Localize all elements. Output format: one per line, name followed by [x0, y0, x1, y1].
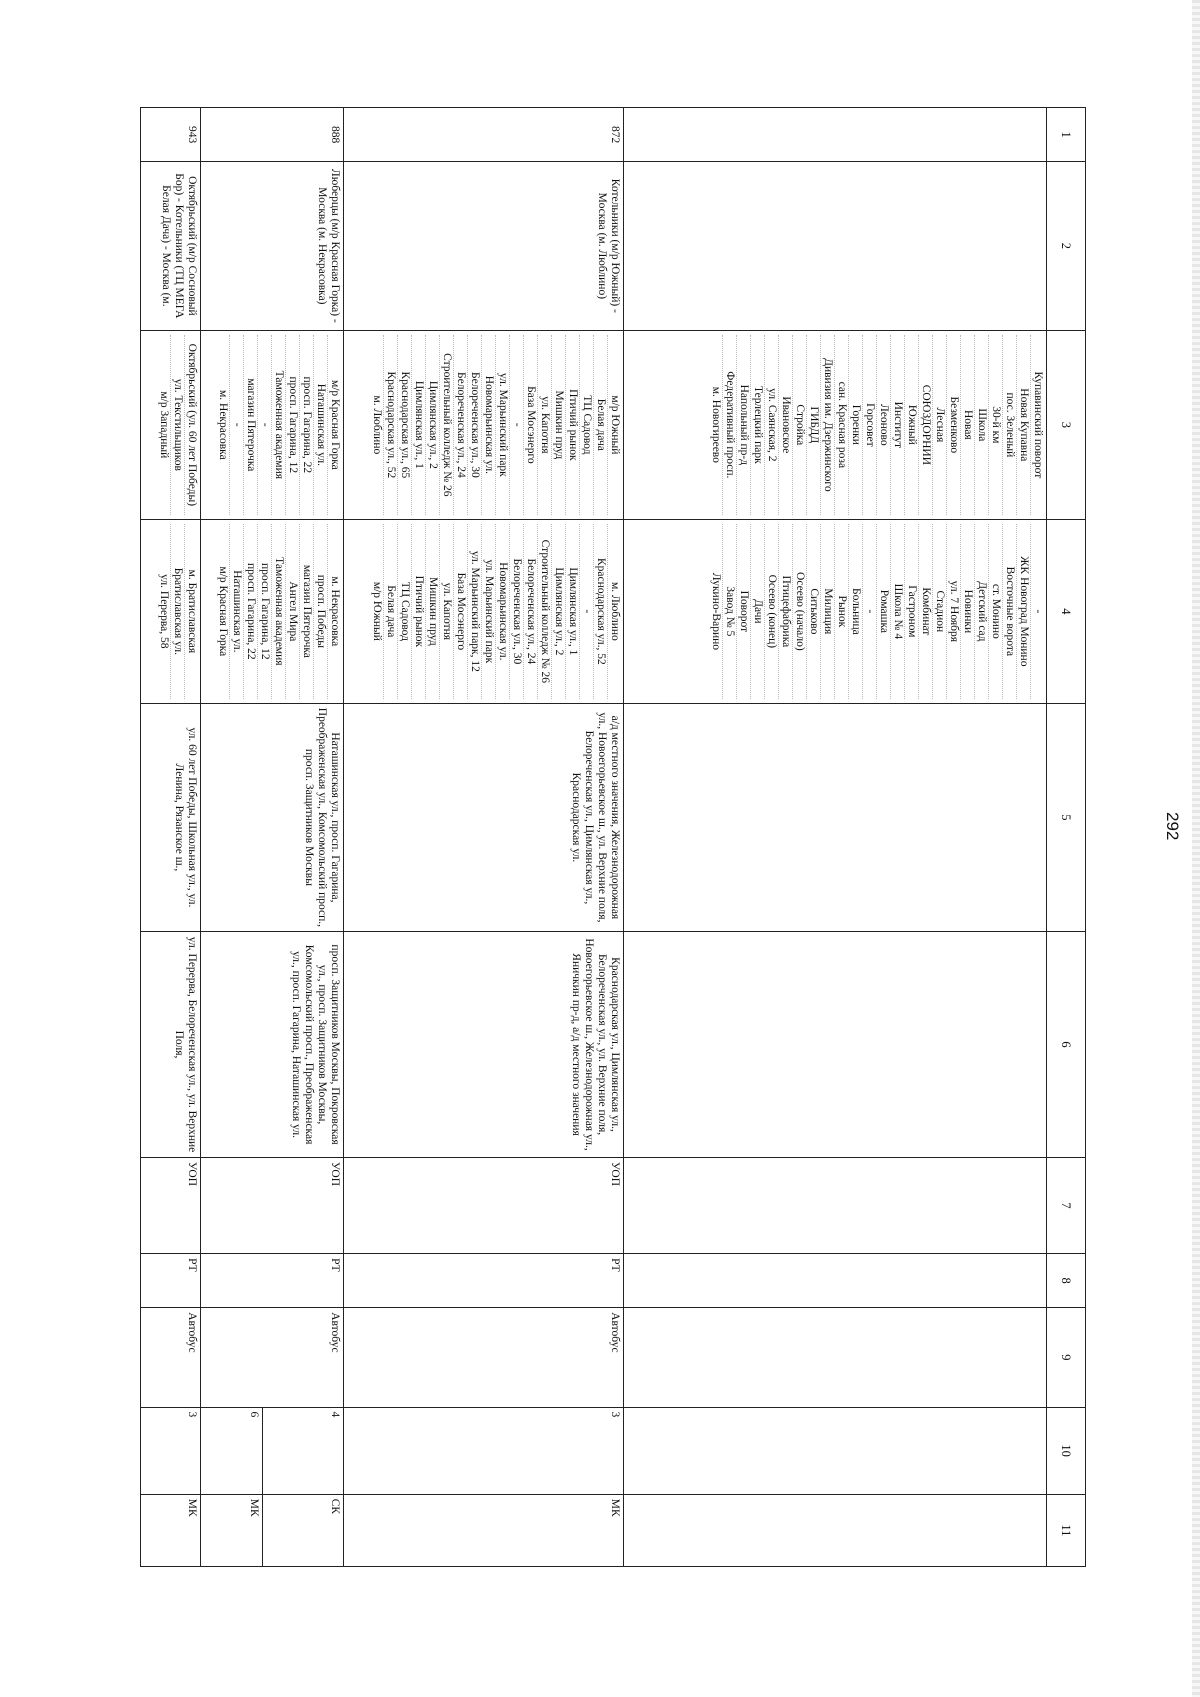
stop-name: Строительный колледж № 26 [439, 335, 453, 516]
stop-name: ул. Капотня [537, 335, 551, 516]
stop-name: Леоново [876, 335, 890, 516]
vehicle-count: 3 [344, 1407, 624, 1494]
stop-name: Восточные ворота [1002, 524, 1016, 699]
vehicle-class: МК [344, 1494, 624, 1566]
stop-name: Федеративный просп. [722, 335, 736, 516]
stop-name: Лукино-Варино [710, 572, 722, 651]
vehicle-class: МК [141, 1494, 201, 1566]
streets-forward: ул. 60 лет Победы, Школьная ул., ул. Ленина, Рязанское ш., [141, 703, 201, 932]
stop-name: Ивановское [778, 335, 792, 516]
stop-name: Завод № 5 [722, 524, 736, 699]
stop-name: Новомарьинская ул. [481, 335, 495, 516]
stop-name: м/р Южный [607, 335, 621, 516]
stop-name: Стадион [932, 524, 946, 699]
route-name: Котельники (м/р Южный) - Москва (м. Люблино) [344, 162, 624, 330]
stops-forward [344, 330, 624, 520]
stop-name: просп. Гагарина, 22 [299, 335, 313, 516]
stop-name: Таможенная академия [271, 335, 285, 516]
streets-forward: Наташинская ул., просп. Гагарина, Преображенская ул., Комсомольский просп., просп. Защитников Москвы [201, 703, 344, 932]
col-header: 7 [1047, 1157, 1086, 1253]
col-header: 10 [1047, 1407, 1086, 1494]
stop-name: м. Люблино [371, 395, 383, 455]
stop-name: Птичий рынок [411, 524, 425, 699]
stop-name: магазин Пятерочка [243, 335, 257, 516]
stop-name: Наташинская ул. [313, 335, 327, 516]
stop-name: Дивизия им. Дзержинского [820, 335, 834, 516]
tariff: РТ [141, 1254, 201, 1308]
col-header: 6 [1047, 932, 1086, 1158]
vehicle-count-cell [201, 1407, 344, 1494]
streets-back: Краснодарская ул., Цимлянская ул., Белореченская ул., ул. Верхние поля, Новоегорьевское ш., Железнодорожная ул., Яничкин пр-д, а/д местного значения [344, 932, 624, 1158]
stop-name: ТЦ Садовод [579, 335, 593, 516]
streets-forward: а/д местного значения, Железнодорожная ул., Новоегорьевское ш., ул. Верхние поля, Белореченская ул., Цимлянская ул., Краснодарская ул. [344, 703, 624, 932]
stop-name: м. Братиславская [184, 524, 198, 699]
stop-name: Белая дача [593, 335, 607, 516]
stop-name: ЖК Новоград Монино [1016, 524, 1030, 699]
stop-name: Купавинский поворот [1030, 335, 1044, 516]
stop-name: Новая [960, 335, 974, 516]
stop-name: ст. Монино [988, 524, 1002, 699]
col-header: 11 [1047, 1494, 1086, 1566]
stop-name: Школа [974, 335, 988, 516]
stop-name: Южный [904, 335, 918, 516]
stop-name: Белореченская ул., 24 [453, 335, 467, 516]
stop-name: Цимлянская ул., 1 [565, 524, 579, 699]
table-row [344, 108, 624, 1567]
stop-name: м/р Красная Горка [327, 335, 341, 516]
stop-name: Мишкин пруд [425, 524, 439, 699]
vehicle-count: 4 [329, 1411, 341, 1418]
stop-name: ТЦ Садовод [397, 524, 411, 699]
stop-name: - [579, 524, 593, 699]
stop-name: СОЮЗДОРНИИ [918, 335, 932, 516]
stop-name: Мишкин пруд [551, 335, 565, 516]
stop-name: База Мосэнерго [453, 524, 467, 699]
stop-name: Дачи [750, 524, 764, 699]
stop-name: Цимлянская ул., 1 [411, 335, 425, 516]
stops-back [624, 520, 1047, 704]
stop-name: пос. Зеленый [1002, 335, 1016, 516]
stop-name: 30-й км [988, 335, 1002, 516]
stop-name: Строительный колледж № 26 [537, 524, 551, 699]
stop-name: Новомарьинская ул. [495, 524, 509, 699]
col-header: 2 [1047, 162, 1086, 330]
stops-back [141, 520, 201, 704]
routes-table [140, 107, 1086, 1567]
stop-name: Институт [890, 335, 904, 516]
stop-name: Осеево (конец) [764, 524, 778, 699]
stop-name: Краснодарская ул., 52 [593, 524, 607, 699]
stop-name: Цимлянская ул., 2 [425, 335, 439, 516]
col-header: 9 [1047, 1308, 1086, 1407]
stop-name: База Мосэнерго [523, 335, 537, 516]
stop-name: ул. Марьинский парк [481, 524, 495, 699]
stop-name: Наташинская ул. [229, 524, 243, 699]
vehicle-count: 6 [205, 1408, 263, 1494]
stop-name: Таможенная академия [271, 524, 285, 699]
vehicle-type: Автобус [344, 1308, 624, 1407]
stop-name: Ромашка [876, 524, 890, 699]
stop-name: Братиславская ул. [170, 524, 184, 699]
page-number: 292 [1163, 812, 1182, 841]
stop-name: - [509, 335, 523, 516]
stop-name: Комбинат [918, 524, 932, 699]
route-number: 888 [201, 108, 344, 162]
stop-name: просп. Победы [313, 524, 327, 699]
stops-forward [201, 330, 344, 520]
stops-back [201, 520, 344, 704]
stop-name: Школа № 4 [890, 524, 904, 699]
table-row [201, 108, 344, 1567]
stops-forward [141, 330, 201, 520]
stop-name: ГИБДД [806, 335, 820, 516]
vehicle-type: Автобус [201, 1308, 344, 1407]
stop-name: м. Люблино [607, 524, 621, 699]
stop-name: ул. Текстильщиков [170, 335, 184, 516]
order-type: УОП [141, 1157, 201, 1253]
stop-name: ул. Марьинский парк [495, 335, 509, 516]
scan-edge [1192, 0, 1200, 1697]
stops-forward [624, 330, 1047, 520]
stop-name: Белореченская ул., 30 [509, 524, 523, 699]
stop-name: сан. Красная роза [834, 335, 848, 516]
col-header: 8 [1047, 1254, 1086, 1308]
tariff: РТ [201, 1254, 344, 1308]
stop-name: ул. 7 Ноября [946, 524, 960, 699]
vehicle-class-cell [201, 1494, 344, 1566]
stop-name: Терлецкий парк [750, 335, 764, 516]
stop-name: Детский сад [974, 524, 988, 699]
stop-name: Краснодарская ул., 52 [383, 335, 397, 516]
streets-back: просп. Защитников Москвы, Покровская ул., просп. Защитников Москвы, Комсомольский просп., Преображенская ул., просп. Гагарина, Наташинская ул. [201, 932, 344, 1158]
order-type: УОП [201, 1157, 344, 1253]
stop-name: м/р Западный [158, 391, 170, 459]
stop-name: Ситьково [806, 524, 820, 699]
tariff: РТ [344, 1254, 624, 1308]
stop-name: Белая дача [383, 524, 397, 699]
stop-name: Поворот [736, 524, 750, 699]
stop-name: Ангел Мира [285, 524, 299, 699]
stop-name: Рынок [834, 524, 848, 699]
stop-name: просп. Гагарина, 22 [243, 524, 257, 699]
vehicle-class: МК [205, 1495, 263, 1566]
stop-name: Лесная [932, 335, 946, 516]
stop-name: м. Некрасовка [327, 524, 341, 699]
stop-name: Октябрьский (ул. 60 лет Победы) [184, 335, 198, 516]
col-header: 4 [1047, 520, 1086, 704]
stop-name: Новая Купавна [1016, 335, 1030, 516]
stop-name: Больница [848, 524, 862, 699]
stop-name: Цимлянская ул., 2 [551, 524, 565, 699]
route-name: Октябрьский (м/р Сосновый Бор) - Котельники (ТЦ МЕГА Белая Дача) - Москва (м. [141, 162, 201, 330]
stop-name: Птичий рынок [565, 335, 579, 516]
stop-name: Гастроном [904, 524, 918, 699]
route-name: Люберцы (м/р Красная Горка) - Москва (м. Некрасовка) [201, 162, 344, 330]
stop-name: Новинки [960, 524, 974, 699]
table-row [141, 108, 201, 1567]
stop-name: Безменково [946, 335, 960, 516]
stop-name: м. Некрасовка [217, 390, 229, 460]
rotated-page [156, 107, 1086, 1567]
stop-name: Птицефабрика [778, 524, 792, 699]
streets-back: ул. Перерва, Белореченская ул., ул. Верхние Поля, [141, 932, 201, 1158]
stop-name: просп. Гагарина, 12 [285, 335, 299, 516]
table-row [624, 108, 1047, 1567]
stop-name: Стройка [792, 335, 806, 516]
route-number: 943 [141, 108, 201, 162]
stop-name: ул. Марьинский парк, 12 [467, 524, 481, 699]
stop-name: м/р Красная Горка [217, 566, 229, 657]
stop-name: м/р Южный [371, 581, 383, 641]
col-header: 5 [1047, 703, 1086, 932]
vehicle-count: 3 [141, 1407, 201, 1494]
vehicle-class: СК [329, 1498, 341, 1515]
stop-name: Осеево (начало) [792, 524, 806, 699]
stop-name: Напольный пр-д [736, 335, 750, 516]
stop-name: - [257, 335, 271, 516]
stop-name: Белореченская ул., 24 [523, 524, 537, 699]
stop-name: Белореченская ул., 30 [467, 335, 481, 516]
stop-name: Горенки [848, 335, 862, 516]
stop-name: ул. Капотня [439, 524, 453, 699]
stop-name: - [862, 524, 876, 699]
stop-name: просп. Гагарина, 12 [257, 524, 271, 699]
stop-name: Горсовет [862, 335, 876, 516]
header-row [1047, 108, 1086, 1567]
col-header: 1 [1047, 108, 1086, 162]
stop-name: Краснодарская ул., 65 [397, 335, 411, 516]
stop-name: магазин Пятерочка [299, 524, 313, 699]
vehicle-type: Автобус [141, 1308, 201, 1407]
stops-back [344, 520, 624, 704]
stop-name: - [1030, 524, 1044, 699]
order-type: УОП [344, 1157, 624, 1253]
stop-name: ул. Саянская, 2 [764, 335, 778, 516]
stop-name: - [229, 335, 243, 516]
col-header: 3 [1047, 330, 1086, 520]
stop-name: Милиция [820, 524, 834, 699]
stop-name: м. Новогиреево [710, 386, 722, 463]
stop-name: ул. Перерва, 58 [158, 574, 170, 649]
route-number: 872 [344, 108, 624, 162]
